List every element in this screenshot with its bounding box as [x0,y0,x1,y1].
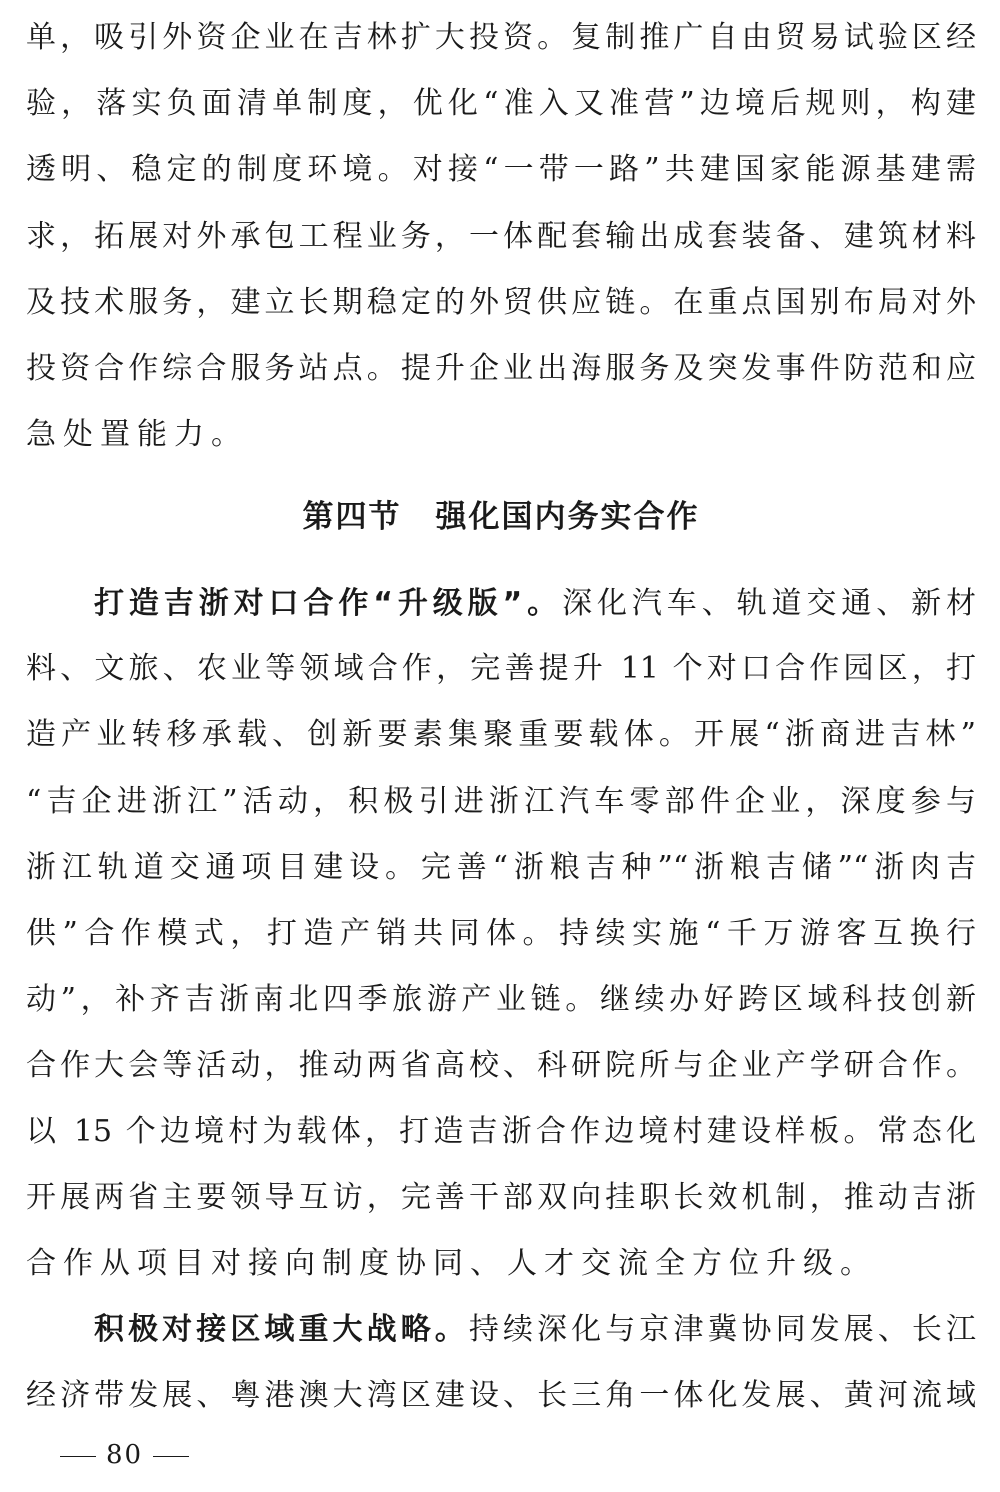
paragraph-lead: 积极对接区域重大战略。 [94,1312,469,1347]
page-number: 80 [106,1440,144,1470]
text-line: 造产业转移承载、创新要素集聚重要载体。开展“浙商进吉林” [26,717,976,752]
text-line: 验，落实负面清单制度，优化“准入又准营”边境后规则，构建 [26,86,976,121]
text-line-first [94,584,976,624]
text-line-first [94,1310,976,1350]
text-line: 供”合作模式，打造产销共同体。持续实施“千万游客互换行 [26,916,976,951]
section-heading [26,497,976,537]
footer-dash-right [153,1456,189,1457]
text-line: 浙江轨道交通项目建设。完善“浙粮吉种”“浙粮吉储”“浙肉吉 [26,850,976,885]
text-line: 合作大会等活动，推动两省高校、科研院所与企业产学研合作。 [26,1048,976,1083]
text-line: 经济带发展、粤港澳大湾区建设、长三角一体化发展、黄河流域 [26,1378,976,1413]
text-line: 及技术服务，建立长期稳定的外贸供应链。在重点国别布局对外 [26,285,976,320]
text-line: 投资合作综合服务站点。提升企业出海服务及突发事件防范和应 [26,351,976,386]
section-title: 强化国内务实合作 [435,499,700,535]
section-number: 第四节 [302,499,402,535]
text-line: 以 15 个边境村为载体，打造吉浙合作边境村建设样板。常态化 [26,1114,976,1149]
text-line: 透明、稳定的制度环境。对接“一带一路”共建国家能源基建需 [26,152,976,187]
text-line: 料、文旅、农业等领域合作，完善提升 11 个对口合作园区，打 [26,651,976,686]
footer-dash-left [60,1456,96,1457]
page-footer [50,1437,199,1473]
text-line: 合作从项目对接向制度协同、人才交流全方位升级。 [26,1246,877,1281]
text-line: 单，吸引外资企业在吉林扩大投资。复制推广自由贸易试验区经 [26,20,976,55]
text-line: 开展两省主要领导互访，完善干部双向挂职长效机制，推动吉浙 [26,1180,976,1215]
text-line: 动”，补齐吉浙南北四季旅游产业链。继续办好跨区域科技创新 [26,982,976,1017]
paragraph-lead-rest: 深化汽车、轨道交通、新材 [562,586,977,621]
paragraph-lead-rest: 持续深化与京津冀协同发展、长江 [468,1312,977,1347]
paragraph-lead: 打造吉浙对口合作“升级版”。 [94,586,563,621]
text-line: 求，拓展对外承包工程业务，一体配套输出成套装备、建筑材料 [26,219,976,254]
text-line: 急处置能力。 [26,417,248,452]
text-line: “吉企进浙江”活动，积极引进浙江汽车零部件企业，深度参与 [26,784,976,819]
